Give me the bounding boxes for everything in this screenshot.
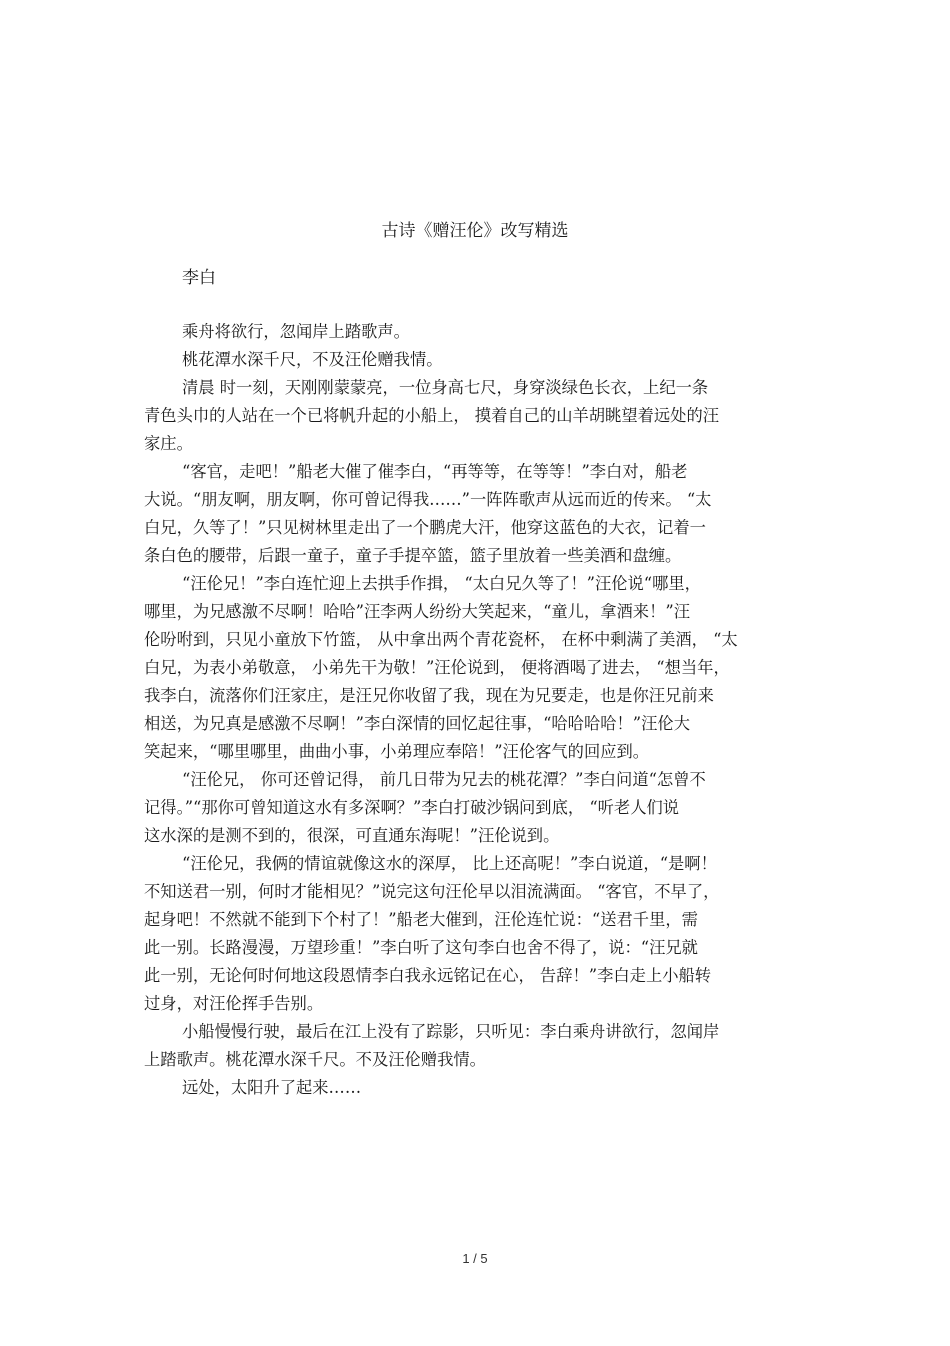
text-line: 此一别。长路漫漫，万望珍重！”李白听了这句李白也舍不得了，说：“汪兄就 <box>144 938 698 957</box>
text-line: 远处，太阳升了起来…… <box>182 1078 362 1097</box>
text-line: 大说。“朋友啊，朋友啊，你可曾记得我……”一阵阵歌声从远而近的传来。 “太 <box>144 490 712 509</box>
text-line: “汪伦兄， 你可还曾记得， 前几日带为兄去的桃花潭？”李白问道“怎曾不 <box>182 770 706 789</box>
text-line: 哪里，为兄感激不尽啊！哈哈”汪李两人纷纷大笑起来，“童儿，拿酒来！”汪 <box>144 602 690 621</box>
text-line: “汪伦兄！”李白连忙迎上去拱手作揖， “太白兄久等了！”汪伦说“哪里， <box>182 574 701 593</box>
text-line: 这水深的是测不到的，很深，可直通东海呢！”汪伦说到。 <box>144 826 560 845</box>
text-line: 笑起来，“哪里哪里，曲曲小事，小弟理应奉陪！”汪伦客气的回应到。 <box>144 742 650 761</box>
text-line: 白兄，久等了！”只见树林里走出了一个鹏虎大汗，他穿这蓝色的大衣，记着一 <box>144 518 706 537</box>
text-line: 此一别，无论何时何地这段恩情李白我永远铭记在心， 告辞！”李白走上小船转 <box>144 966 712 985</box>
text-line: 相送，为兄真是感激不尽啊！”李白深情的回忆起往事，“哈哈哈哈！”汪伦大 <box>144 714 690 733</box>
text-line: 条白色的腰带，后跟一童子，童子手提卒篮，篮子里放着一些美酒和盘缠。 <box>144 546 682 565</box>
text-line: 记得。”“那你可曾知道这水有多深啊？”李白打破沙锅问到底， “听老人们说 <box>144 798 680 817</box>
text-line: 上踏歌声。桃花潭水深千尺。不及汪伦赠我情。 <box>144 1050 486 1069</box>
document-title: 古诗《赠汪伦》改写精选 <box>381 221 569 241</box>
text-line: 清晨 时一刻，天刚刚蒙蒙亮，一位身高七尺，身穿淡绿色长衣，上纪一条 <box>182 378 709 397</box>
text-line: 乘舟将欲行，忽闻岸上踏歌声。 <box>182 322 410 341</box>
page-number: 1 / 5 <box>462 1251 488 1266</box>
text-line: 我李白，流落你们汪家庄，是汪兄你收留了我，现在为兄要走，也是你汪兄前来 <box>144 686 714 705</box>
text-line: 青色头巾的人站在一个已将帆升起的小船上， 摸着自己的山羊胡眺望着远处的汪 <box>144 406 720 425</box>
text-line: 小船慢慢行驶，最后在江上没有了踪影，只听见：李白乘舟讲欲行，忽闻岸 <box>182 1022 720 1041</box>
text-line: 家庄。 <box>144 434 193 453</box>
document-body <box>144 318 808 1102</box>
text-line: 过身，对汪伦挥手告别。 <box>144 994 324 1013</box>
text-line: 起身吧！不然就不能到下个村了！”船老大催到，汪伦连忙说：“送君千里，需 <box>144 910 698 929</box>
text-line: 不知送君一别，何时才能相见？”说完这句汪伦早以泪流满面。 “客官，不早了， <box>144 882 720 901</box>
text-line: 桃花潭水深千尺，不及汪伦赠我情。 <box>182 350 443 369</box>
text-line: “汪伦兄，我俩的情谊就像这水的深厚， 比上还高呢！”李白说道，“是啊！ <box>182 854 717 873</box>
text-line: “客官，走吧！”船老大催了催李白，“再等等，在等等！”李白对，船老 <box>182 462 688 481</box>
text-line: 伦吩咐到，只见小童放下竹篮， 从中拿出两个青花瓷杯， 在杯中剩满了美酒， “太 <box>144 630 738 649</box>
text-line: 白兄，为表小弟敬意， 小弟先干为敬！”汪伦说到， 便将酒喝了进去， “想当年， <box>144 658 730 677</box>
author-name: 李白 <box>182 268 216 288</box>
